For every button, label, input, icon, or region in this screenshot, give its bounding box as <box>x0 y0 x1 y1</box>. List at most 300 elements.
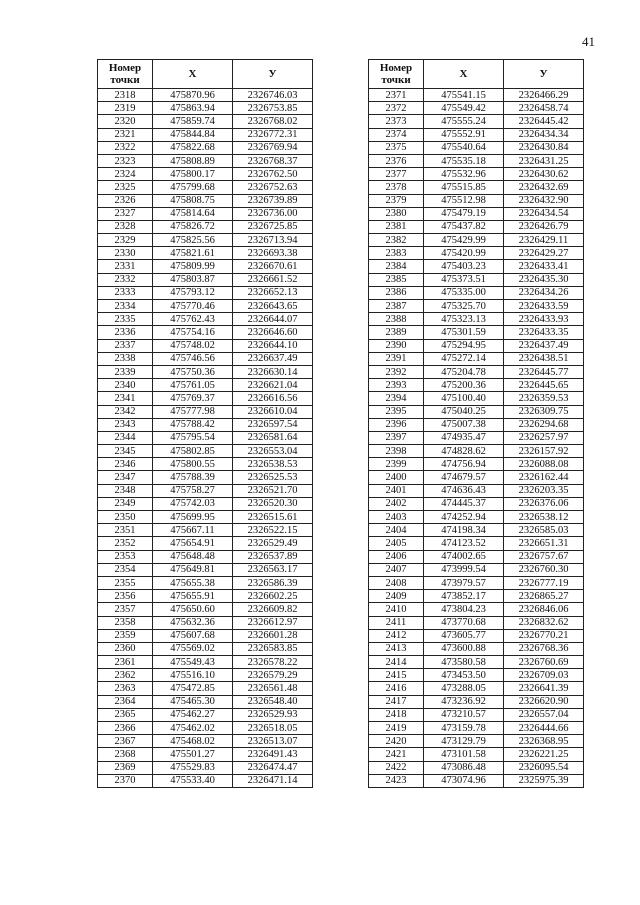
x-coordinate-cell: 475762.43 <box>153 313 233 326</box>
y-coordinate-cell: 2326739.89 <box>233 194 313 207</box>
point-number-cell: 2403 <box>369 511 424 524</box>
table-row <box>369 550 584 563</box>
table-row <box>369 405 584 418</box>
table-row <box>369 642 584 655</box>
point-number-cell: 2404 <box>369 524 424 537</box>
y-coordinate-cell: 2326579.29 <box>233 669 313 682</box>
point-number-cell: 2365 <box>98 708 153 721</box>
x-coordinate-cell: 473129.79 <box>424 735 504 748</box>
table-row <box>369 207 584 220</box>
y-coordinate-cell: 2326529.49 <box>233 537 313 550</box>
x-coordinate-cell: 475555.24 <box>424 115 504 128</box>
table-row <box>98 154 313 167</box>
y-coordinate-cell: 2326557.04 <box>504 708 584 721</box>
point-number-cell: 2361 <box>98 656 153 669</box>
point-number-cell: 2363 <box>98 682 153 695</box>
y-coordinate-cell: 2326438.51 <box>504 352 584 365</box>
point-number-cell: 2347 <box>98 471 153 484</box>
table-row <box>98 735 313 748</box>
table-row <box>98 629 313 642</box>
table-row <box>369 168 584 181</box>
y-coordinate-cell: 2326434.34 <box>504 128 584 141</box>
table-row <box>369 695 584 708</box>
y-coordinate-cell: 2326095.54 <box>504 761 584 774</box>
table-header-row <box>98 60 313 89</box>
x-coordinate-cell: 475655.38 <box>153 576 233 589</box>
table-row <box>369 102 584 115</box>
point-number-cell: 2342 <box>98 405 153 418</box>
x-coordinate-cell: 475863.94 <box>153 102 233 115</box>
table-row <box>369 524 584 537</box>
table-row <box>98 339 313 352</box>
x-coordinate-cell: 475788.42 <box>153 418 233 431</box>
y-coordinate-cell: 2326644.10 <box>233 339 313 352</box>
y-coordinate-cell: 2326431.25 <box>504 154 584 167</box>
y-coordinate-cell: 2326713.94 <box>233 234 313 247</box>
point-number-cell: 2402 <box>369 497 424 510</box>
x-coordinate-cell: 475650.60 <box>153 603 233 616</box>
point-number-cell: 2378 <box>369 181 424 194</box>
x-coordinate-cell: 473600.88 <box>424 642 504 655</box>
point-number-cell: 2414 <box>369 656 424 669</box>
table-row <box>369 273 584 286</box>
y-coordinate-cell: 2326709.03 <box>504 669 584 682</box>
x-coordinate-cell: 475462.27 <box>153 708 233 721</box>
y-coordinate-cell: 2326661.52 <box>233 273 313 286</box>
table-row <box>369 194 584 207</box>
table-row <box>98 722 313 735</box>
y-coordinate-cell: 2326777.19 <box>504 576 584 589</box>
y-coordinate-cell: 2326620.90 <box>504 695 584 708</box>
x-coordinate-cell: 474756.94 <box>424 458 504 471</box>
point-number-cell: 2332 <box>98 273 153 286</box>
x-coordinate-cell: 475569.02 <box>153 642 233 655</box>
x-coordinate-cell: 475462.02 <box>153 722 233 735</box>
table-row <box>369 656 584 669</box>
point-number-cell: 2397 <box>369 431 424 444</box>
y-coordinate-cell: 2326529.93 <box>233 708 313 721</box>
y-coordinate-cell: 2326762.50 <box>233 168 313 181</box>
table-row <box>98 471 313 484</box>
x-coordinate-cell: 475515.85 <box>424 181 504 194</box>
y-coordinate-cell: 2326670.61 <box>233 260 313 273</box>
x-coordinate-cell: 474198.34 <box>424 524 504 537</box>
y-coordinate-cell: 2326652.13 <box>233 286 313 299</box>
table-row <box>98 497 313 510</box>
y-coordinate-cell: 2326088.08 <box>504 458 584 471</box>
x-coordinate-cell: 473852.17 <box>424 590 504 603</box>
table-row <box>98 682 313 695</box>
table-row <box>369 735 584 748</box>
table-row <box>98 260 313 273</box>
x-coordinate-cell: 475825.56 <box>153 234 233 247</box>
x-coordinate-cell: 473086.48 <box>424 761 504 774</box>
table-row <box>98 194 313 207</box>
y-coordinate-cell: 2326597.54 <box>233 418 313 431</box>
y-coordinate-cell: 2326768.36 <box>504 642 584 655</box>
x-coordinate-cell: 475465.30 <box>153 695 233 708</box>
x-coordinate-cell: 475822.68 <box>153 141 233 154</box>
table-row <box>369 392 584 405</box>
table-row <box>369 260 584 273</box>
y-coordinate-cell: 2326757.67 <box>504 550 584 563</box>
point-number-cell: 2382 <box>369 234 424 247</box>
table-row <box>369 458 584 471</box>
x-coordinate-cell: 475529.83 <box>153 761 233 774</box>
x-coordinate-cell: 475859.74 <box>153 115 233 128</box>
point-number-cell: 2326 <box>98 194 153 207</box>
point-number-cell: 2410 <box>369 603 424 616</box>
y-coordinate-cell: 2326513.07 <box>233 735 313 748</box>
x-coordinate-cell: 475552.91 <box>424 128 504 141</box>
table-row <box>98 669 313 682</box>
point-number-cell: 2393 <box>369 379 424 392</box>
y-coordinate-cell: 2326537.89 <box>233 550 313 563</box>
x-coordinate-cell: 475654.91 <box>153 537 233 550</box>
table-row <box>98 247 313 260</box>
x-coordinate-cell: 475516.10 <box>153 669 233 682</box>
table-row <box>369 234 584 247</box>
y-coordinate-cell: 2326426.79 <box>504 220 584 233</box>
x-coordinate-cell: 475699.95 <box>153 511 233 524</box>
x-coordinate-cell: 475200.36 <box>424 379 504 392</box>
y-coordinate-cell: 2326466.29 <box>504 89 584 102</box>
point-number-cell: 2405 <box>369 537 424 550</box>
point-number-cell: 2352 <box>98 537 153 550</box>
point-number-cell: 2407 <box>369 563 424 576</box>
x-coordinate-cell: 475323.13 <box>424 313 504 326</box>
y-coordinate-cell: 2326157.92 <box>504 445 584 458</box>
x-coordinate-cell: 475468.02 <box>153 735 233 748</box>
table-row <box>98 708 313 721</box>
table-row <box>369 682 584 695</box>
table-row <box>98 365 313 378</box>
table-row <box>98 128 313 141</box>
table-row <box>369 761 584 774</box>
point-number-cell: 2321 <box>98 128 153 141</box>
y-coordinate-cell: 2326612.97 <box>233 616 313 629</box>
point-number-cell: 2396 <box>369 418 424 431</box>
x-coordinate-cell: 474252.94 <box>424 511 504 524</box>
table-row <box>369 300 584 313</box>
y-coordinate-cell: 2326601.28 <box>233 629 313 642</box>
point-number-cell: 2390 <box>369 339 424 352</box>
x-coordinate-cell: 473453.50 <box>424 669 504 682</box>
y-coordinate-cell: 2326769.94 <box>233 141 313 154</box>
table-row <box>369 511 584 524</box>
y-coordinate-cell: 2326760.69 <box>504 656 584 669</box>
point-number-cell: 2388 <box>369 313 424 326</box>
x-coordinate-cell: 475788.39 <box>153 471 233 484</box>
x-coordinate-cell: 475814.64 <box>153 207 233 220</box>
table-header-row <box>369 60 584 89</box>
y-coordinate-cell: 2326520.30 <box>233 497 313 510</box>
header-x: X <box>153 60 233 89</box>
x-coordinate-cell: 475802.85 <box>153 445 233 458</box>
y-coordinate-cell: 2326368.95 <box>504 735 584 748</box>
y-coordinate-cell: 2326433.93 <box>504 313 584 326</box>
table-row <box>98 234 313 247</box>
y-coordinate-cell: 2326359.53 <box>504 392 584 405</box>
point-number-cell: 2420 <box>369 735 424 748</box>
table-row <box>369 590 584 603</box>
table-row <box>98 102 313 115</box>
y-coordinate-cell: 2326752.63 <box>233 181 313 194</box>
x-coordinate-cell: 475272.14 <box>424 352 504 365</box>
y-coordinate-cell: 2326746.03 <box>233 89 313 102</box>
x-coordinate-cell: 475437.82 <box>424 220 504 233</box>
table-row <box>369 471 584 484</box>
x-coordinate-cell: 475649.81 <box>153 563 233 576</box>
point-number-cell: 2330 <box>98 247 153 260</box>
point-number-cell: 2385 <box>369 273 424 286</box>
point-number-cell: 2368 <box>98 748 153 761</box>
y-coordinate-cell: 2326430.62 <box>504 168 584 181</box>
table-row <box>369 220 584 233</box>
x-coordinate-cell: 475754.16 <box>153 326 233 339</box>
point-number-cell: 2371 <box>369 89 424 102</box>
y-coordinate-cell: 2326646.60 <box>233 326 313 339</box>
y-coordinate-cell: 2326753.85 <box>233 102 313 115</box>
coordinates-table-left <box>97 59 313 788</box>
y-coordinate-cell: 2325975.39 <box>504 774 584 787</box>
point-number-cell: 2383 <box>369 247 424 260</box>
header-point-number: Номер точки <box>98 60 153 89</box>
table-row <box>369 774 584 787</box>
y-coordinate-cell: 2326471.14 <box>233 774 313 787</box>
x-coordinate-cell: 473288.05 <box>424 682 504 695</box>
table-row <box>369 497 584 510</box>
table-row <box>98 656 313 669</box>
x-coordinate-cell: 473770.68 <box>424 616 504 629</box>
point-number-cell: 2349 <box>98 497 153 510</box>
x-coordinate-cell: 475007.38 <box>424 418 504 431</box>
x-coordinate-cell: 475750.36 <box>153 365 233 378</box>
table-row <box>369 484 584 497</box>
x-coordinate-cell: 473101.58 <box>424 748 504 761</box>
x-coordinate-cell: 475742.03 <box>153 497 233 510</box>
point-number-cell: 2356 <box>98 590 153 603</box>
point-number-cell: 2334 <box>98 300 153 313</box>
table-row <box>98 748 313 761</box>
point-number-cell: 2366 <box>98 722 153 735</box>
x-coordinate-cell: 473979.57 <box>424 576 504 589</box>
point-number-cell: 2348 <box>98 484 153 497</box>
table-row <box>98 642 313 655</box>
table-row <box>98 392 313 405</box>
y-coordinate-cell: 2326203.35 <box>504 484 584 497</box>
x-coordinate-cell: 474935.47 <box>424 431 504 444</box>
point-number-cell: 2400 <box>369 471 424 484</box>
x-coordinate-cell: 475808.89 <box>153 154 233 167</box>
x-coordinate-cell: 475335.00 <box>424 286 504 299</box>
y-coordinate-cell: 2326518.05 <box>233 722 313 735</box>
x-coordinate-cell: 475403.23 <box>424 260 504 273</box>
y-coordinate-cell: 2326768.02 <box>233 115 313 128</box>
point-number-cell: 2419 <box>369 722 424 735</box>
table-row <box>369 181 584 194</box>
point-number-cell: 2379 <box>369 194 424 207</box>
y-coordinate-cell: 2326433.59 <box>504 300 584 313</box>
x-coordinate-cell: 475541.15 <box>424 89 504 102</box>
y-coordinate-cell: 2326772.31 <box>233 128 313 141</box>
point-number-cell: 2381 <box>369 220 424 233</box>
x-coordinate-cell: 475799.68 <box>153 181 233 194</box>
point-number-cell: 2411 <box>369 616 424 629</box>
y-coordinate-cell: 2326725.85 <box>233 220 313 233</box>
table-row <box>369 418 584 431</box>
point-number-cell: 2345 <box>98 445 153 458</box>
table-row <box>369 352 584 365</box>
y-coordinate-cell: 2326376.06 <box>504 497 584 510</box>
x-coordinate-cell: 475532.96 <box>424 168 504 181</box>
x-coordinate-cell: 475204.78 <box>424 365 504 378</box>
x-coordinate-cell: 473605.77 <box>424 629 504 642</box>
point-number-cell: 2408 <box>369 576 424 589</box>
table-row <box>98 168 313 181</box>
point-number-cell: 2357 <box>98 603 153 616</box>
x-coordinate-cell: 474828.62 <box>424 445 504 458</box>
table-row <box>98 563 313 576</box>
point-number-cell: 2415 <box>369 669 424 682</box>
y-coordinate-cell: 2326538.53 <box>233 458 313 471</box>
table-row <box>369 313 584 326</box>
x-coordinate-cell: 475809.99 <box>153 260 233 273</box>
point-number-cell: 2328 <box>98 220 153 233</box>
x-coordinate-cell: 475800.55 <box>153 458 233 471</box>
table-row <box>98 207 313 220</box>
x-coordinate-cell: 475420.99 <box>424 247 504 260</box>
point-number-cell: 2376 <box>369 154 424 167</box>
y-coordinate-cell: 2326433.41 <box>504 260 584 273</box>
y-coordinate-cell: 2326760.30 <box>504 563 584 576</box>
y-coordinate-cell: 2326162.44 <box>504 471 584 484</box>
y-coordinate-cell: 2326445.77 <box>504 365 584 378</box>
x-coordinate-cell: 473210.57 <box>424 708 504 721</box>
x-coordinate-cell: 473074.96 <box>424 774 504 787</box>
y-coordinate-cell: 2326445.65 <box>504 379 584 392</box>
table-row <box>98 379 313 392</box>
x-coordinate-cell: 475793.12 <box>153 286 233 299</box>
point-number-cell: 2421 <box>369 748 424 761</box>
y-coordinate-cell: 2326538.12 <box>504 511 584 524</box>
table-row <box>98 300 313 313</box>
table-row <box>369 537 584 550</box>
table-row <box>369 128 584 141</box>
point-number-cell: 2322 <box>98 141 153 154</box>
x-coordinate-cell: 475549.43 <box>153 656 233 669</box>
y-coordinate-cell: 2326294.68 <box>504 418 584 431</box>
y-coordinate-cell: 2326643.65 <box>233 300 313 313</box>
x-coordinate-cell: 474123.52 <box>424 537 504 550</box>
header-y: У <box>504 60 584 89</box>
table-row <box>369 563 584 576</box>
table-row <box>98 431 313 444</box>
table-row <box>98 115 313 128</box>
table-row <box>98 761 313 774</box>
table-row <box>98 774 313 787</box>
x-coordinate-cell: 475294.95 <box>424 339 504 352</box>
y-coordinate-cell: 2326832.62 <box>504 616 584 629</box>
point-number-cell: 2406 <box>369 550 424 563</box>
x-coordinate-cell: 475535.18 <box>424 154 504 167</box>
table-row <box>98 445 313 458</box>
y-coordinate-cell: 2326621.04 <box>233 379 313 392</box>
x-coordinate-cell: 475844.84 <box>153 128 233 141</box>
point-number-cell: 2335 <box>98 313 153 326</box>
y-coordinate-cell: 2326458.74 <box>504 102 584 115</box>
y-coordinate-cell: 2326548.40 <box>233 695 313 708</box>
x-coordinate-cell: 475821.61 <box>153 247 233 260</box>
point-number-cell: 2380 <box>369 207 424 220</box>
point-number-cell: 2422 <box>369 761 424 774</box>
y-coordinate-cell: 2326429.27 <box>504 247 584 260</box>
point-number-cell: 2338 <box>98 352 153 365</box>
point-number-cell: 2351 <box>98 524 153 537</box>
y-coordinate-cell: 2326585.03 <box>504 524 584 537</box>
point-number-cell: 2354 <box>98 563 153 576</box>
x-coordinate-cell: 475648.48 <box>153 550 233 563</box>
y-coordinate-cell: 2326637.49 <box>233 352 313 365</box>
y-coordinate-cell: 2326609.82 <box>233 603 313 616</box>
point-number-cell: 2337 <box>98 339 153 352</box>
y-coordinate-cell: 2326583.85 <box>233 642 313 655</box>
table-row <box>98 89 313 102</box>
point-number-cell: 2370 <box>98 774 153 787</box>
y-coordinate-cell: 2326768.37 <box>233 154 313 167</box>
table-row <box>98 590 313 603</box>
point-number-cell: 2333 <box>98 286 153 299</box>
x-coordinate-cell: 475373.51 <box>424 273 504 286</box>
point-number-cell: 2318 <box>98 89 153 102</box>
x-coordinate-cell: 475549.42 <box>424 102 504 115</box>
page-number: 41 <box>582 34 595 49</box>
point-number-cell: 2392 <box>369 365 424 378</box>
table-row <box>98 458 313 471</box>
point-number-cell: 2384 <box>369 260 424 273</box>
y-coordinate-cell: 2326563.17 <box>233 563 313 576</box>
y-coordinate-cell: 2326491.43 <box>233 748 313 761</box>
point-number-cell: 2373 <box>369 115 424 128</box>
header-point-number: Номер точки <box>369 60 424 89</box>
x-coordinate-cell: 475501.27 <box>153 748 233 761</box>
table-row <box>369 722 584 735</box>
y-coordinate-cell: 2326522.15 <box>233 524 313 537</box>
point-number-cell: 2399 <box>369 458 424 471</box>
x-coordinate-cell: 475826.72 <box>153 220 233 233</box>
x-coordinate-cell: 475769.37 <box>153 392 233 405</box>
table-row <box>98 537 313 550</box>
y-coordinate-cell: 2326736.00 <box>233 207 313 220</box>
point-number-cell: 2343 <box>98 418 153 431</box>
y-coordinate-cell: 2326586.39 <box>233 576 313 589</box>
y-coordinate-cell: 2326434.26 <box>504 286 584 299</box>
table-row <box>369 603 584 616</box>
y-coordinate-cell: 2326429.11 <box>504 234 584 247</box>
table-row <box>369 365 584 378</box>
point-number-cell: 2358 <box>98 616 153 629</box>
x-coordinate-cell: 475540.64 <box>424 141 504 154</box>
table-row <box>98 695 313 708</box>
table-row <box>369 576 584 589</box>
x-coordinate-cell: 475632.36 <box>153 616 233 629</box>
x-coordinate-cell: 475748.02 <box>153 339 233 352</box>
point-number-cell: 2423 <box>369 774 424 787</box>
point-number-cell: 2331 <box>98 260 153 273</box>
point-number-cell: 2327 <box>98 207 153 220</box>
point-number-cell: 2359 <box>98 629 153 642</box>
y-coordinate-cell: 2326430.84 <box>504 141 584 154</box>
